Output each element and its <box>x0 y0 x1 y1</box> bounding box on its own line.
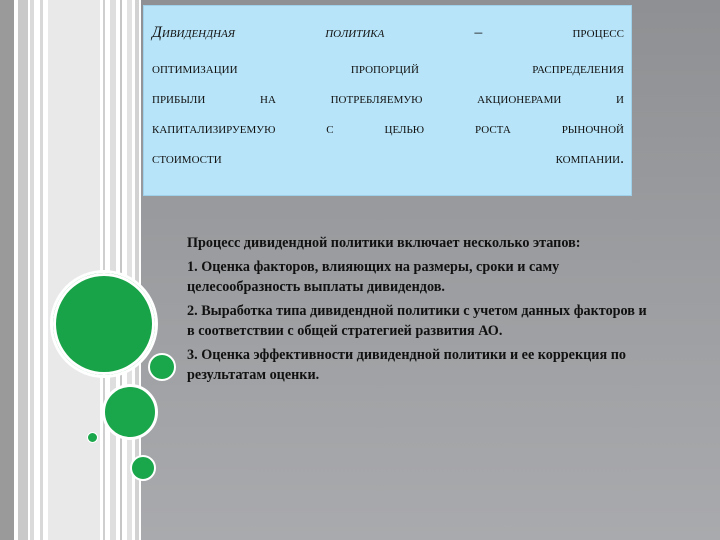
title-line-2 <box>152 60 624 78</box>
title-word: роста <box>475 120 511 137</box>
step-1: 1. Оценка факторов, влияющих на размеры, сроки и саму целесообразность выплаты дивидендов. <box>187 259 560 295</box>
intro-paragraph: Процесс дивидендной политики включает несколько этапов: <box>187 235 581 251</box>
decor-stripe <box>40 0 43 540</box>
title-word: Дивидендная <box>152 24 236 41</box>
title-word: и <box>616 90 624 107</box>
title-word: капитализируемую <box>152 120 276 137</box>
title-box <box>143 5 632 196</box>
decor-stripe <box>30 0 34 540</box>
title-line-3 <box>152 90 624 108</box>
title-word: политика <box>325 24 385 41</box>
title-word: рыночной <box>561 120 624 137</box>
decor-circle-medium <box>102 384 158 440</box>
title-word: – <box>474 24 483 41</box>
body-text <box>187 233 649 389</box>
decor-stripe <box>18 0 28 540</box>
decor-circle-small <box>148 353 176 381</box>
decor-stripe <box>0 0 14 540</box>
decor-stripe <box>120 0 122 540</box>
title-word: с <box>326 120 334 137</box>
decor-circle-tiny <box>87 432 98 443</box>
title-word: потребляемую <box>330 90 423 107</box>
title-word: компании. <box>555 150 624 167</box>
title-line-1 <box>152 24 624 42</box>
decor-stripe <box>127 0 132 540</box>
decor-stripe <box>48 0 100 540</box>
title-word: прибыли <box>152 90 206 107</box>
step-3: 3. Оценка эффективности дивидендной политики и ее коррекция по результатам оценки. <box>187 347 626 383</box>
title-word: оптимизации <box>152 60 238 77</box>
step-2: 2. Выработка типа дивидендной политики с учетом данных факторов и в соответствии с общей стратегией развития АО. <box>187 303 647 339</box>
decor-circle-small <box>130 455 156 481</box>
title-word: пропорций <box>350 60 419 77</box>
title-word: стоимости <box>152 150 222 167</box>
title-line-4 <box>152 120 624 138</box>
title-line-5 <box>152 150 624 168</box>
title-word: акционерами <box>477 90 562 107</box>
title-word: распределения <box>532 60 624 77</box>
title-word: целью <box>384 120 425 137</box>
decor-circle-large <box>50 270 158 378</box>
title-word: на <box>260 90 276 107</box>
title-word: процесс <box>572 24 624 41</box>
